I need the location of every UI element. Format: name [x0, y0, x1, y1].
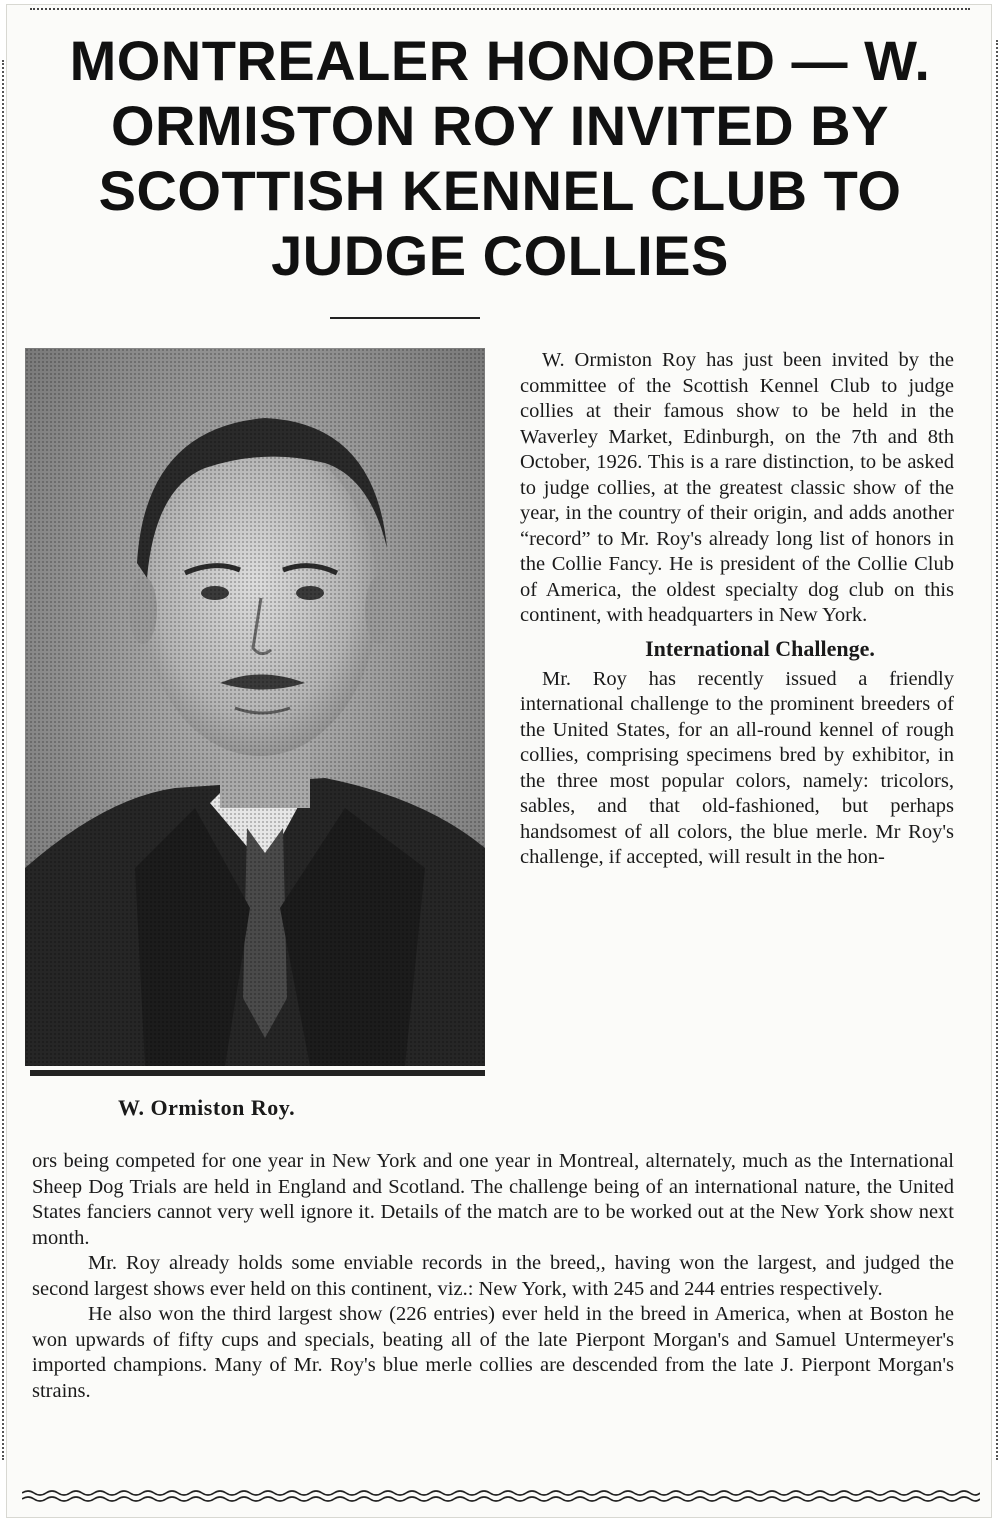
- top-dotted-rule: [30, 8, 970, 10]
- article-body-wide: [32, 1149, 954, 1404]
- wide-paragraph-continuation: ors being competed for one year in New York and one year in Montreal, alternately, much as the International Sheep Dog Trials are held in England and Scotland. The challenge being of an international nature, the United States fanciers cannot very well ignore it. Details of the match are to be worked out at the New York show next month.: [32, 1150, 954, 1249]
- portrait-illustration: [25, 348, 485, 1066]
- wide-paragraph-records: Mr. Roy already holds some enviable records in the breed,, having won the largest, and judged the second largest shows ever held on this continent, viz.: New York, with 245 and 244 entries respectively.: [32, 1252, 954, 1300]
- photo-bottom-rule: [30, 1070, 485, 1076]
- column-paragraph-1: W. Ormiston Roy has just been invited by the committee of the Scottish Kennel Club to judge collies at their famous show to be held in the Waverley Market, Edinburgh, on the 7th and 8th October, 1926. This is a rare distinction, to be asked to judge collies, at the greatest classic show of the year, in the country of their origin, and adds another “record” to Mr. Roy's already long list of honors in the Collie Fancy. He is president of the Collie Club of America, the oldest specialty dog club on this continent, with headquarters in New York.: [520, 349, 954, 626]
- wide-paragraph-boston: He also won the third largest show (226 entries) ever held in the breed in America, when at Boston he won upwards of fifty cups and specials, beating all of the late Pierpont Morgan's and Samuel Untermeyer's imported champions. Many of Mr. Roy's blue merle collies are descended from the late J. Pierpont Morgan's strains.: [32, 1303, 954, 1402]
- bottom-wavy-rule: [22, 1488, 980, 1504]
- headline: MONTREALER HONORED — W. ORMISTON ROY INVITED BY SCOTTISH KENNEL CLUB TO JUDGE COLLIES: [69, 29, 931, 287]
- clipping-right-edge: [992, 40, 998, 1460]
- column-paragraph-2: Mr. Roy has recently issued a friendly international challenge to the prominent breeders of the United States, for an all-round kennel of rough collies, comprising specimens bred by exhibitor, in the three most popular colors, namely: tricolors, sables, and that old-fashioned, but perhaps handsomest of all colors, the blue merle. Mr Roy's challenge, if accepted, will result in the hon-: [520, 667, 954, 868]
- clipping-left-edge: [2, 60, 8, 1460]
- portrait-photo: [25, 348, 485, 1066]
- headline-divider: [330, 317, 480, 319]
- photo-caption: W. Ormiston Roy.: [118, 1095, 296, 1120]
- article-column: [520, 348, 954, 871]
- subheading: International Challenge.: [645, 635, 875, 661]
